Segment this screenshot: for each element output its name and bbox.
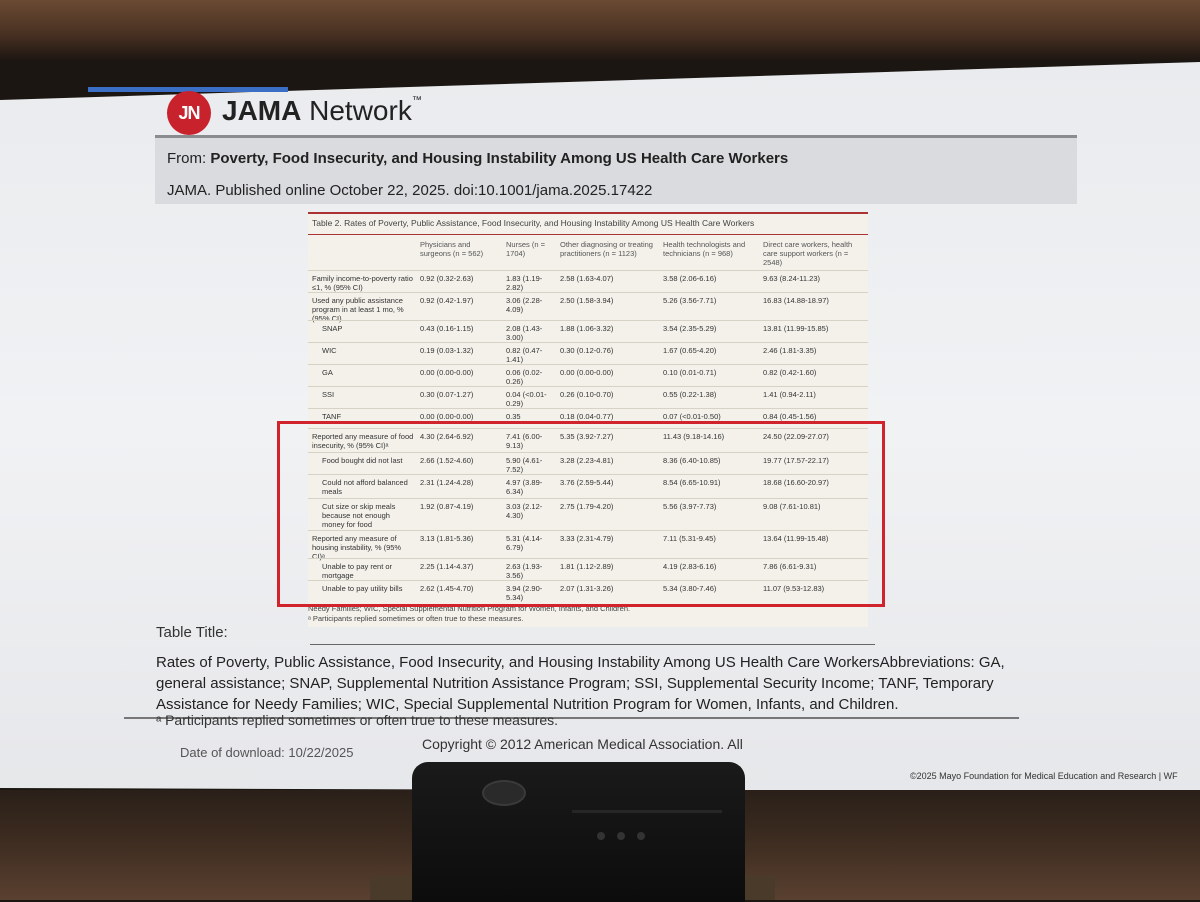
table-column-header: Other diagnosing or treating practitioners (n = 1123) — [560, 240, 653, 258]
row-value: 2.08 (1.43-3.00) — [506, 324, 543, 342]
row-value: 0.19 (0.03-1.32) — [420, 346, 474, 355]
row-value: 8.54 (6.65-10.91) — [663, 478, 721, 487]
row-label: Reported any measure of food insecurity, % (95% CI)ᵃ — [312, 432, 414, 450]
row-value: 2.25 (1.14-4.37) — [420, 562, 474, 571]
row-value: 7.41 (6.00-9.13) — [506, 432, 543, 450]
table-title-rule — [310, 644, 875, 645]
row-value: 3.94 (2.90-5.34) — [506, 584, 543, 602]
brand-name — [222, 95, 422, 127]
row-label: WIC — [322, 346, 337, 355]
row-value: 3.54 (2.35-5.29) — [663, 324, 717, 333]
row-value: 1.41 (0.94-2.11) — [763, 390, 816, 399]
row-value: 11.43 (9.18-14.16) — [663, 432, 725, 441]
row-label: Food bought did not last — [322, 456, 403, 465]
row-value: 2.75 (1.79-4.20) — [560, 502, 614, 511]
table-row — [308, 386, 868, 409]
row-value: 2.62 (1.45-4.70) — [420, 584, 474, 593]
row-value: 9.08 (7.61-10.81) — [763, 502, 821, 511]
row-label: Family income-to-poverty ratio ≤1, % (95% CI) — [312, 274, 413, 292]
row-value: 5.31 (4.14-6.79) — [506, 534, 543, 552]
row-value: 7.11 (5.31-9.45) — [663, 534, 716, 543]
row-value: 0.06 (0.02-0.26) — [506, 368, 543, 386]
article-title — [167, 150, 788, 167]
row-value: 13.81 (11.99-15.85) — [763, 324, 829, 333]
row-value: 1.67 (0.65-4.20) — [663, 346, 717, 355]
row-value: 5.56 (3.97-7.73) — [663, 502, 717, 511]
row-value: 0.00 (0.00-0.00) — [560, 368, 614, 377]
table-column-header: Physicians and surgeons (n = 562) — [420, 240, 484, 258]
table-row — [308, 364, 868, 387]
highlight-box — [277, 421, 885, 607]
table-top-rule — [308, 212, 868, 214]
row-value: 5.34 (3.80-7.46) — [663, 584, 717, 593]
table-row — [308, 320, 868, 343]
row-value: 0.84 (0.45-1.56) — [763, 412, 817, 421]
article-title-text: Poverty, Food Insecurity, and Housing Instability Among US Health Care Workers — [210, 150, 789, 167]
table-foot-note: ᵃ Participants replied sometimes or often true to these measures. — [308, 614, 524, 623]
row-value: 1.81 (1.12-2.89) — [560, 562, 614, 571]
row-value: 3.76 (2.59-5.44) — [560, 478, 614, 487]
row-value: 3.13 (1.81-5.36) — [420, 534, 474, 543]
row-value: 2.31 (1.24-4.28) — [420, 478, 474, 487]
row-value: 24.50 (22.09-27.07) — [763, 432, 829, 441]
row-value: 0.92 (0.42-1.97) — [420, 296, 474, 305]
row-value: 9.63 (8.24-11.23) — [763, 274, 820, 283]
projector-port — [637, 832, 645, 840]
row-label: SSI — [322, 390, 335, 399]
table-row — [308, 270, 868, 293]
table-row — [308, 292, 868, 321]
row-label: Cut size or skip meals because not enough money for food — [322, 502, 396, 529]
row-value: 0.35 — [506, 412, 521, 421]
row-value: 0.82 (0.47-1.41) — [506, 346, 543, 364]
table-header-rule — [308, 234, 868, 235]
row-value: 5.35 (3.92-7.27) — [560, 432, 614, 441]
row-value: 5.90 (4.61-7.52) — [506, 456, 543, 474]
row-value: 4.19 (2.83-6.16) — [663, 562, 717, 571]
row-value: 1.92 (0.87-4.19) — [420, 502, 474, 511]
projector-vent — [572, 810, 722, 813]
row-value: 4.30 (2.64-6.92) — [420, 432, 474, 441]
footnote: ᵃ Participants replied sometimes or often true to these measures. — [156, 712, 559, 728]
row-value: 0.18 (0.04-0.77) — [560, 412, 614, 421]
row-value: 0.10 (0.01-0.71) — [663, 368, 717, 377]
row-value: 7.86 (6.61-9.31) — [763, 562, 817, 571]
table-column-header: Health technologists and technicians (n = 968) — [663, 240, 746, 258]
row-value: 0.92 (0.32-2.63) — [420, 274, 474, 283]
row-value: 2.63 (1.93-3.56) — [506, 562, 543, 580]
publication-line: JAMA. Published online October 22, 2025. doi:10.1001/jama.2025.17422 — [167, 182, 653, 199]
row-label: Unable to pay utility bills — [322, 584, 403, 593]
projector-port — [597, 832, 605, 840]
row-value: 19.77 (17.57-22.17) — [763, 456, 829, 465]
projector-lens — [482, 780, 526, 806]
row-label: Unable to pay rent or mortgage — [322, 562, 393, 580]
row-value: 18.68 (16.60-20.97) — [763, 478, 829, 487]
copyright: Copyright © 2012 American Medical Association. All — [422, 736, 743, 752]
table-column-header: Nurses (n = 1704) — [506, 240, 545, 258]
row-value: 0.26 (0.10-0.70) — [560, 390, 614, 399]
row-value: 0.00 (0.00-0.00) — [420, 412, 474, 421]
brand-bold: JAMA — [222, 95, 302, 126]
row-value: 5.26 (3.56-7.71) — [663, 296, 717, 305]
row-label: TANF — [322, 412, 342, 421]
table-column-header: Direct care workers, health care support workers (n = 2548) — [763, 240, 853, 267]
row-value: 0.82 (0.42-1.60) — [763, 368, 817, 377]
row-value: 13.64 (11.99-15.48) — [763, 534, 829, 543]
wall-top — [0, 0, 1200, 60]
brand-rest: Network — [301, 95, 412, 126]
row-value: 0.00 (0.00-0.00) — [420, 368, 474, 377]
row-value: 8.36 (6.40-10.85) — [663, 456, 721, 465]
table-footnotes — [308, 604, 630, 624]
row-label: GA — [322, 368, 333, 377]
row-value: 2.46 (1.81-3.35) — [763, 346, 817, 355]
row-value: 4.97 (3.89-6.34) — [506, 478, 543, 496]
row-value: 0.43 (0.16-1.15) — [420, 324, 474, 333]
row-label: Reported any measure of housing instability, % (95% CI)ᵃ — [312, 534, 402, 561]
row-value: 3.03 (2.12-4.30) — [506, 502, 543, 520]
row-value: 3.28 (2.23-4.81) — [560, 456, 614, 465]
row-label: SNAP — [322, 324, 343, 333]
row-value: 2.50 (1.58-3.94) — [560, 296, 614, 305]
row-value: 2.58 (1.63-4.07) — [560, 274, 614, 283]
mayo-credit: ©2025 Mayo Foundation for Medical Education and Research | WF — [910, 771, 1178, 781]
projector-port — [617, 832, 625, 840]
row-value: 0.30 (0.07-1.27) — [420, 390, 474, 399]
row-label: Could not afford balanced meals — [322, 478, 408, 496]
projector — [412, 762, 745, 902]
row-value: 3.06 (2.28-4.09) — [506, 296, 543, 314]
row-value: 16.83 (14.88-18.97) — [763, 296, 829, 305]
table-title: Table 2. Rates of Poverty, Public Assistance, Food Insecurity, and Housing Instability Among US Health Care Workers — [312, 218, 755, 228]
row-value: 0.30 (0.12-0.76) — [560, 346, 614, 355]
table-foot-abbrev: Needy Families; WIC, Special Supplemental Nutrition Program for Women, Infants, and Children. — [308, 604, 631, 613]
from-label: From: — [167, 150, 211, 167]
logo-initials: JN — [178, 102, 200, 123]
row-value: 3.33 (2.31-4.79) — [560, 534, 614, 543]
jama-logo — [167, 91, 211, 135]
table-row — [308, 342, 868, 365]
row-value: 2.07 (1.31-3.26) — [560, 584, 614, 593]
row-value: 1.88 (1.06-3.32) — [560, 324, 614, 333]
row-value: 2.66 (1.52-4.60) — [420, 456, 474, 465]
brand-tm: ™ — [411, 95, 422, 106]
row-value: 0.07 (<0.01-0.50) — [663, 412, 721, 421]
row-value: 0.55 (0.22-1.38) — [663, 390, 717, 399]
row-value: 0.04 (<0.01-0.29) — [506, 390, 547, 408]
table-title-body: Rates of Poverty, Public Assistance, Food Insecurity, and Housing Instability Among US Health Care WorkersAbbreviations: GA, general assistance; SNAP, Supplemental Nutrition Assistance Program; SSI, Supplemental Security Income; TANF, Temporary Assistance for Needy Families; WIC, Special Supplemental Nutrition Program for Women, Infants, and Children. — [156, 654, 1005, 713]
row-value: 3.58 (2.06-6.16) — [663, 274, 717, 283]
row-label: Used any public assistance program in at least 1 mo, % (95% CI) — [312, 296, 404, 323]
row-value: 11.07 (9.53-12.83) — [763, 584, 825, 593]
table-title-label: Table Title: — [156, 624, 228, 641]
download-date: Date of download: 10/22/2025 — [180, 745, 354, 760]
row-value: 1.83 (1.19-2.82) — [506, 274, 543, 292]
